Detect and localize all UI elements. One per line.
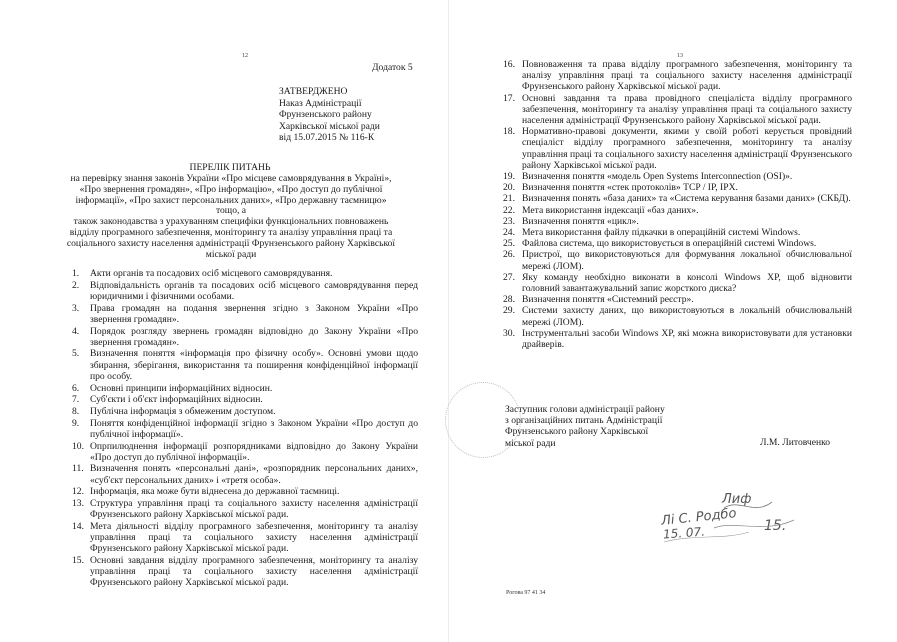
approval-line: Наказ Адміністрації [279, 97, 362, 109]
list-item: 23. Визначення поняття «цикл». [503, 215, 639, 227]
handwriting-strokes [654, 490, 824, 550]
handwritten-year: 15. [764, 518, 787, 534]
signatory-name: Л.М. Литовченко [760, 437, 831, 448]
addendum-label: Додаток 5 [372, 62, 413, 73]
approval-line: Харківської міської ради [279, 120, 380, 132]
list-item: 3. Права громадян на подання звернення згідно з Законом України «Про звернення громадян». [72, 302, 418, 325]
approval-block [279, 86, 380, 144]
left-page [0, 0, 448, 642]
signature-position: Фрунзенського району Харківської [505, 426, 649, 438]
approval-title: ЗАТВЕРДЖЕНО [279, 86, 348, 97]
questions-list [503, 59, 852, 350]
list-item: 28. Визначення поняття «Системний реєстр». [503, 294, 694, 306]
list-item: 18. Нормативно-правові документи, якими у своїй роботі керується провідний спеціаліст відділу програмного забезпечення, моніторингу та аналізу управління праці та соціального захисту населення адміністрації Фрунзенського району Харківської міської ради. [503, 126, 852, 171]
subheading-line: на перевірку знання законів України «Про місцеве самоврядування в Україні», [70, 173, 392, 184]
signature-position: міської ради [505, 437, 556, 449]
list-heading: ПЕРЕЛІК ПИТАНЬ [189, 162, 271, 173]
list-subheading [66, 174, 396, 260]
list-item: 15. Основні завдання відділу програмного забезпечення, моніторингу та аналізу управління праці та соціального захисту населення адміністрації Фрунзенського району Харківської міської ради. [72, 555, 418, 589]
list-item: 21. Визначення понять «база даних» та «Система керування базами даних» (СКБД). [503, 193, 851, 205]
list-item: 1. Акти органів та посадових осіб місцевого самоврядування. [72, 268, 333, 279]
list-item: 27. Яку команду необхідно виконати в консолі Windows XP, щоб відновити головний завантажувальний запис жорсткого диска? [503, 271, 852, 295]
list-item: 16. Повноваження та права відділу програмного забезпечення, моніторингу та аналізу управління праці та соціального захисту населення адміністрації Фрунзенського району Харківської міської ради. [503, 59, 852, 93]
list-item: 6. Основні принципи інформаційних відносин. [72, 382, 273, 394]
subheading-line: інформації», «Про захист персональних даних», «Про державну таємницю» тощо, а [75, 194, 387, 217]
list-item: 12. Інформація, яка може бути віднесена до державної таємниці. [72, 486, 340, 498]
list-item: 2. Відповідальність органів та посадових осіб місцевого самоврядування перед юридичними і фізичними особами. [72, 279, 418, 302]
list-item: 22. Мета використання індексації «баз даних». [503, 204, 699, 216]
subheading-line: міської ради [205, 248, 257, 260]
list-item: 29. Системи захисту даних, що використовуються в локальній обчислювальній мережі (ЛОМ). [503, 305, 852, 328]
list-item: 5. Визначення поняття «інформація про фізичну особу». Основні умови щодо збирання, зберігання, використання та поширення конфіденційної інформації про особу. [72, 348, 418, 382]
list-item: 11. Визначення понять «персональні дані», «розпорядник персональних даних», «суб'єкт персональних даних» і «третя особа». [72, 463, 418, 486]
list-item: 20. Визначення поняття «стек протоколів» TCP / IP, IPX. [503, 182, 738, 194]
list-item: 13. Структура управління праці та соціального захисту населення адміністрації Фрунзенського району Харківської міської ради. [72, 498, 418, 521]
signature-block [505, 404, 665, 449]
handwritten-initials: Лиф [722, 492, 752, 507]
subheading-line: також законодавства з урахуванням специфіки функціональних повноважень [73, 216, 389, 228]
list-item: 30. Інструментальні засоби Windows XP, які можна використовувати для установки драйверів. [503, 327, 852, 351]
list-item: 25. Файлова система, що використовується в операційній системі Windows. [503, 238, 817, 250]
subheading-line: відділу програмного забезпечення, моніторингу та аналізу управління праці та [69, 226, 393, 238]
subheading-line: «Про звернення громадян», «Про інформацію», «Про доступ до публічної [79, 183, 383, 195]
approval-date-line [279, 132, 380, 144]
list-item: 7. Суб'єкти і об'єкт інформаційних відносин. [72, 394, 263, 406]
questions-list [72, 268, 418, 589]
footer-contact: Рогова 97 41 34 [506, 590, 546, 596]
approval-date: від 15.07.2015 № 116-К [279, 132, 375, 144]
subheading-line: соціального захисту населення адміністрації Фрунзенського району Харківської [66, 237, 396, 249]
list-item: 10. Опрпилюднення інформації розпорядниками відповідно до Закону України «Про доступ до публічної інформації». [72, 440, 418, 463]
handwritten-name: Лі С. Родбо [660, 506, 738, 529]
list-item: 26. Пристрої, що використовуються для формування локальної обчислювальної мережі (ЛОМ). [503, 249, 852, 272]
page-number: 12 [242, 53, 248, 59]
list-item: 4. Порядок розгляду звернень громадян відповідно до Закону України «Про звернення громадян». [72, 325, 418, 348]
signature-position: Заступник голови адміністрації району [505, 404, 665, 415]
list-item: 24. Мета використання файлу підкачки в операційній системі Windows. [503, 227, 801, 239]
list-item: 14. Мета діяльності відділу програмного забезпечення, моніторингу та аналізу управління праці та соціального захисту населення адміністрації Фрунзенського району Харківської міської ради. [72, 520, 418, 555]
right-page [449, 0, 897, 642]
signature-position: з організаційних питань Адміністрації [505, 415, 663, 427]
list-item: 9. Поняття конфіденційної інформації згідно з Законом України «Про доступ до публічної інформації». [72, 417, 418, 440]
list-item: 8. Публічна інформація з обмеженим доступом. [72, 405, 276, 417]
approval-line: Фрунзенського району [279, 109, 372, 121]
list-item: 19. Визначення поняття «модель Open Systems Interconnection (OSI)». [503, 171, 793, 183]
list-item: 17. Основні завдання та права провідного спеціаліста відділу програмного забезпечення, моніторингу та аналізу управління праці та соціального захисту населення адміністрації Фрунзенського району Харківської міської ради. [503, 92, 852, 127]
page-number: 13 [677, 53, 683, 59]
handwritten-date: 15. 07. [662, 524, 706, 542]
